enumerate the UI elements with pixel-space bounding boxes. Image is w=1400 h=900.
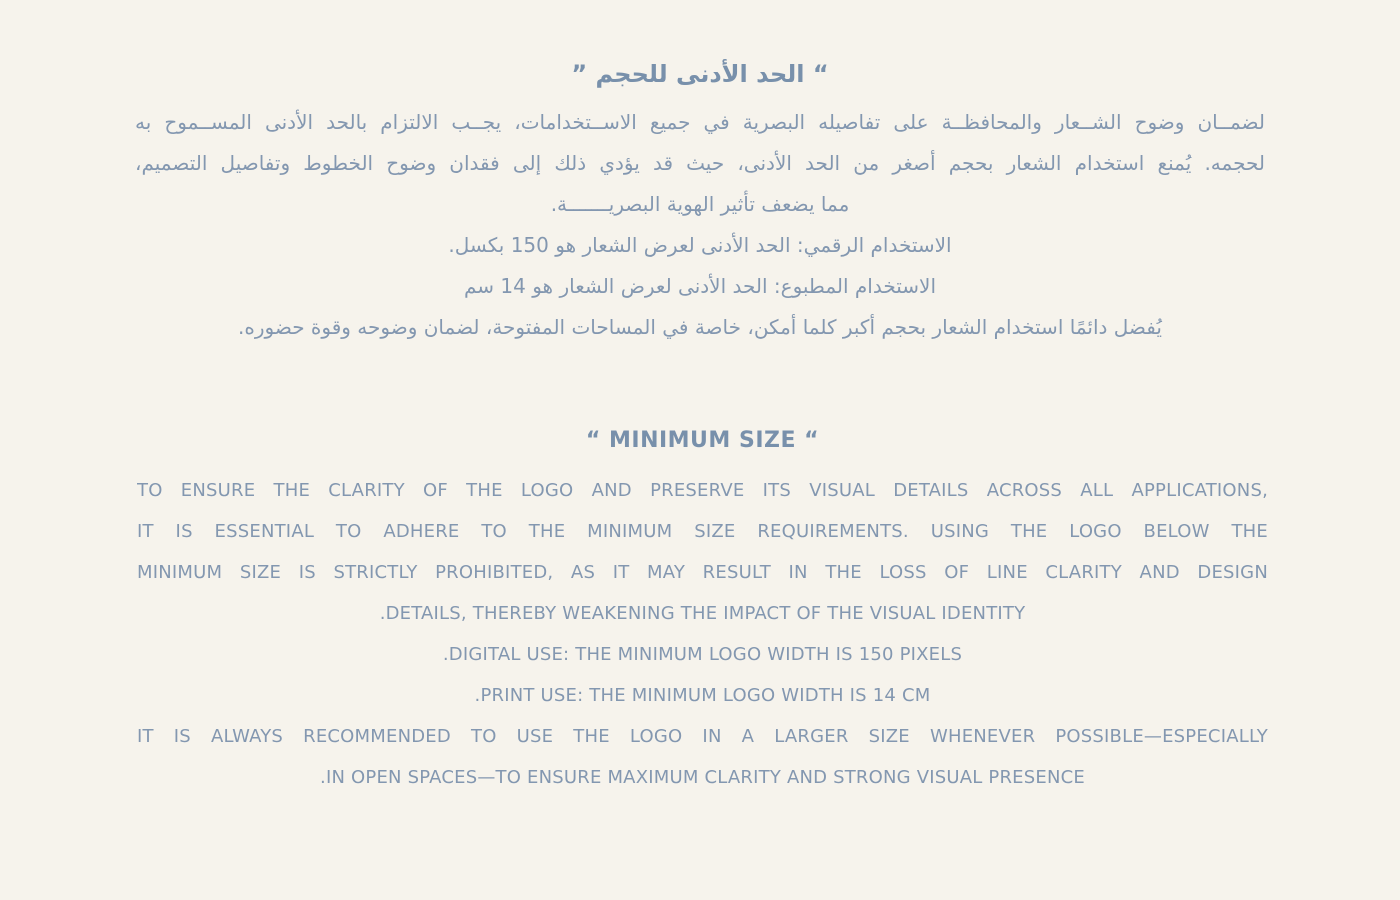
english-paragraph xyxy=(137,470,1268,798)
arabic-line: مما يضعف تأثير الهوية البصريـــــــة. xyxy=(550,192,850,216)
english-line: IT IS ESSENTIAL TO ADHERE TO THE MINIMUM SIZE REQUIREMENTS. USING THE LOGO BELOW THE xyxy=(137,521,1268,542)
arabic-print-use-line: الاستخدام المطبوع: الحد الأدنى لعرض الشعار هو 14 سم xyxy=(463,274,937,298)
arabic-line: لضمــان وضوح الشــعار والمحافظــة على تفاصيله البصرية في جميع الاســتخدامات، يجــب الالتزام بالحد الأدنى المســموح به xyxy=(135,110,1265,134)
english-recommendation-line: .IN OPEN SPACES—TO ENSURE MAXIMUM CLARITY AND STRONG VISUAL PRESENCE xyxy=(320,767,1085,788)
arabic-paragraph xyxy=(135,102,1265,348)
arabic-title: “ الحد الأدنى للحجم ” xyxy=(571,60,829,88)
arabic-line: لحجمه. يُمنع استخدام الشعار بحجم أصغر من الحد الأدنى، حيث قد يؤدي ذلك إلى فقدان وضوح الخطوط وتفاصيل التصميم، xyxy=(135,151,1265,175)
english-line: .DETAILS, THEREBY WEAKENING THE IMPACT OF THE VISUAL IDENTITY xyxy=(379,603,1026,624)
english-line: TO ENSURE THE CLARITY OF THE LOGO AND PRESERVE ITS VISUAL DETAILS ACROSS ALL APPLICATIONS, xyxy=(137,480,1268,501)
english-recommendation-line: IT IS ALWAYS RECOMMENDED TO USE THE LOGO IN A LARGER SIZE WHENEVER POSSIBLE—ESPECIALLY xyxy=(137,726,1268,747)
english-line: MINIMUM SIZE IS STRICTLY PROHIBITED, AS IT MAY RESULT IN THE LOSS OF LINE CLARITY AND DESIGN xyxy=(137,562,1268,583)
english-title: “ MINIMUM SIZE “ xyxy=(585,428,820,453)
arabic-digital-use-line: الاستخدام الرقمي: الحد الأدنى لعرض الشعار هو 150 بكسل. xyxy=(448,233,952,257)
arabic-section xyxy=(135,56,1265,348)
english-print-use-line: .PRINT USE: THE MINIMUM LOGO WIDTH IS 14 CM xyxy=(474,685,931,706)
english-digital-use-line: .DIGITAL USE: THE MINIMUM LOGO WIDTH IS 150 PIXELS xyxy=(442,644,963,665)
arabic-recommendation-line: يُفضل دائمًا استخدام الشعار بحجم أكبر كلما أمكن، خاصة في المساحات المفتوحة، لضمان وضوحه وقوة حضوره. xyxy=(238,315,1162,339)
english-section xyxy=(137,424,1268,798)
